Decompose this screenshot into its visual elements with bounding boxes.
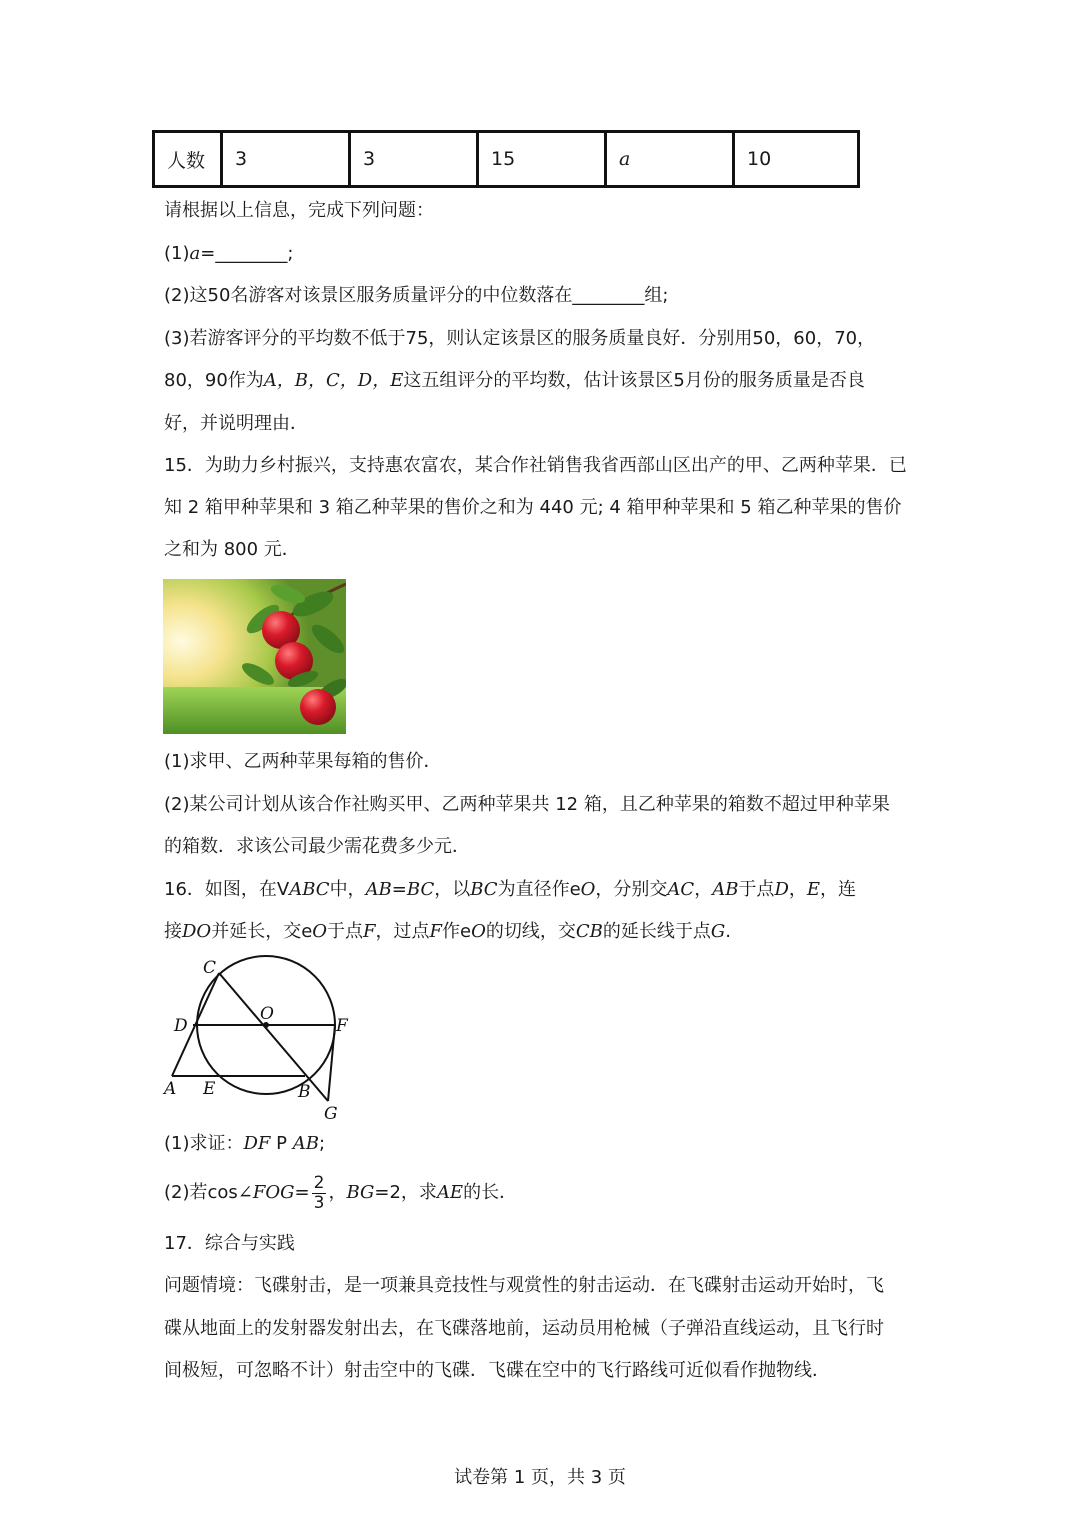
label-g: G — [324, 1104, 338, 1124]
q14-intro: 请根据以上信息，完成下列问题： — [164, 200, 434, 221]
q16-part2-ae: AE — [436, 1182, 464, 1203]
math-variable: O — [312, 921, 328, 942]
table-cell: 3 — [350, 132, 478, 187]
geometry-figure-svg — [160, 955, 360, 1125]
tangent-fg — [328, 1025, 335, 1101]
text-segment: . — [725, 921, 732, 942]
table-row-label: 人数 — [154, 132, 222, 187]
math-variable: AC — [667, 879, 695, 900]
text-segment: ， — [694, 879, 713, 900]
text-segment: 的切线，交 — [485, 921, 576, 942]
math-variable: AB — [365, 879, 392, 900]
text-segment: 的延长线于点 — [602, 921, 711, 942]
math-variable: CB — [575, 921, 603, 942]
text-segment: 16．如图，在V — [164, 879, 290, 900]
q14-part3-line3: 好，并说明理由． — [164, 413, 308, 434]
label-d: D — [174, 1016, 188, 1036]
text-segment: P — [270, 1133, 293, 1154]
math-variable: AB — [712, 879, 739, 900]
q17-line1: 问题情境：飞碟射击，是一项兼具竞技性与观赏性的射击运动．在飞碟射击运动开始时，飞 — [164, 1275, 884, 1296]
q14-part3-vars: A，B，C，D，E — [263, 370, 404, 391]
math-variable: BC — [470, 879, 498, 900]
fraction-denominator: 3 — [313, 1192, 325, 1213]
q16-part2-text: (2)若cos — [164, 1182, 238, 1203]
q15-line3: 之和为 800 元． — [164, 539, 300, 560]
q16-part1 — [164, 1132, 325, 1156]
page-footer: 试卷第 1 页，共 3 页 — [454, 1467, 626, 1488]
q16-part2 — [164, 1170, 517, 1216]
q14-part3-text: 这五组评分的平均数，估计该景区5月份的服务质量是否良 — [403, 370, 865, 391]
table-cell: 15 — [478, 132, 606, 187]
q17-line3: 间极短，可忽略不计）射击空中的飞碟．飞碟在空中的飞行路线可近似看作抛物线． — [164, 1360, 830, 1381]
text-segment: 于点 — [327, 921, 364, 942]
q15-part2-line1: (2)某公司计划从该合作社购买甲、乙两种苹果共 12 箱，且乙种苹果的箱数不超过甲种苹果 — [164, 794, 890, 815]
text-segment: ，连 — [820, 879, 857, 900]
math-variable: ABC — [289, 879, 330, 900]
math-variable: E — [806, 879, 821, 900]
q16-part2-text: 的长． — [463, 1182, 518, 1203]
apple-photo — [163, 579, 346, 734]
math-variable: BC — [406, 879, 435, 900]
fraction-numerator: 2 — [313, 1172, 325, 1193]
q14-part1-label: (1) — [164, 243, 190, 264]
q16-part2-eq: = — [294, 1182, 310, 1203]
q14-part1-var: a — [189, 243, 201, 264]
math-variable: F — [363, 921, 376, 942]
table-cell: a — [606, 132, 734, 187]
geometry-figure — [160, 955, 360, 1125]
text-segment: ，以 — [434, 879, 471, 900]
q14-part1 — [164, 242, 293, 266]
q17-title: 17．综合与实践 — [164, 1233, 295, 1254]
q16-line1 — [164, 878, 856, 902]
fraction — [312, 1174, 327, 1213]
q15-part2-line2: 的箱数．求该公司最少需花费多少元． — [164, 836, 470, 857]
math-variable: F — [429, 921, 443, 942]
q14-part1-blank: =________; — [200, 243, 294, 264]
math-variable: O — [580, 879, 596, 900]
text-segment: = — [391, 879, 407, 900]
text-segment: ，过点 — [375, 921, 430, 942]
math-variable: DO — [182, 921, 212, 942]
q14-part2: (2)这50名游客对该景区服务质量评分的中位数落在________组; — [164, 285, 669, 306]
q17-line2: 碟从地面上的发射器发射出去，在飞碟落地前，运动员用枪械（子弹沿直线运动，且飞行时 — [164, 1318, 884, 1339]
q16-line2 — [164, 920, 731, 944]
segment-cg — [219, 973, 328, 1101]
text-segment: 并延长，交e — [211, 921, 313, 942]
label-c: C — [203, 958, 217, 978]
math-variable: DF — [243, 1133, 271, 1154]
math-variable: D — [774, 879, 789, 900]
table-row — [154, 132, 859, 187]
label-o: O — [260, 1004, 274, 1024]
score-table — [152, 130, 860, 188]
q16-part2-angle: ∠FOG — [237, 1182, 295, 1203]
q16-part2-text: =2，求 — [374, 1182, 437, 1203]
math-variable: O — [471, 921, 486, 942]
math-variable: G — [710, 921, 726, 942]
label-a: A — [164, 1079, 177, 1099]
text-segment: 接 — [164, 921, 182, 942]
q16-part2-text: ， — [328, 1182, 347, 1203]
text-segment: 为直径作e — [497, 879, 581, 900]
text-segment: 于点 — [738, 879, 775, 900]
q16-part2-bg: BG — [346, 1182, 375, 1203]
apple-photo-image — [163, 579, 346, 734]
q15-part1: (1)求甲、乙两种苹果每箱的售价． — [164, 751, 442, 772]
text-segment: ; — [318, 1133, 326, 1154]
label-b: B — [298, 1082, 311, 1102]
q15-line2: 知 2 箱甲种苹果和 3 箱乙种苹果的售价之和为 440 元; 4 箱甲种苹果和 5 箱乙种苹果的售价 — [164, 497, 902, 518]
text-segment: ， — [788, 879, 807, 900]
q14-part3-text: 80，90作为 — [164, 370, 264, 391]
text-segment: 作e — [442, 921, 472, 942]
q15-line1: 15．为助力乡村振兴，支持惠农富农，某合作社销售我省西部山区出产的甲、乙两种苹果．已 — [164, 455, 907, 476]
text-segment: ，分别交 — [595, 879, 668, 900]
table-cell: 3 — [222, 132, 350, 187]
label-e: E — [203, 1079, 216, 1099]
table-cell: 10 — [734, 132, 859, 187]
text-segment: 中， — [329, 879, 366, 900]
q14-part3-line1: (3)若游客评分的平均数不低于75，则认定该景区的服务质量良好．分别用50，60，70， — [164, 328, 876, 349]
label-f: F — [336, 1016, 348, 1036]
q14-part3-line2 — [164, 369, 865, 393]
text-segment: (1)求证： — [164, 1133, 244, 1154]
math-variable: AB — [292, 1133, 319, 1154]
